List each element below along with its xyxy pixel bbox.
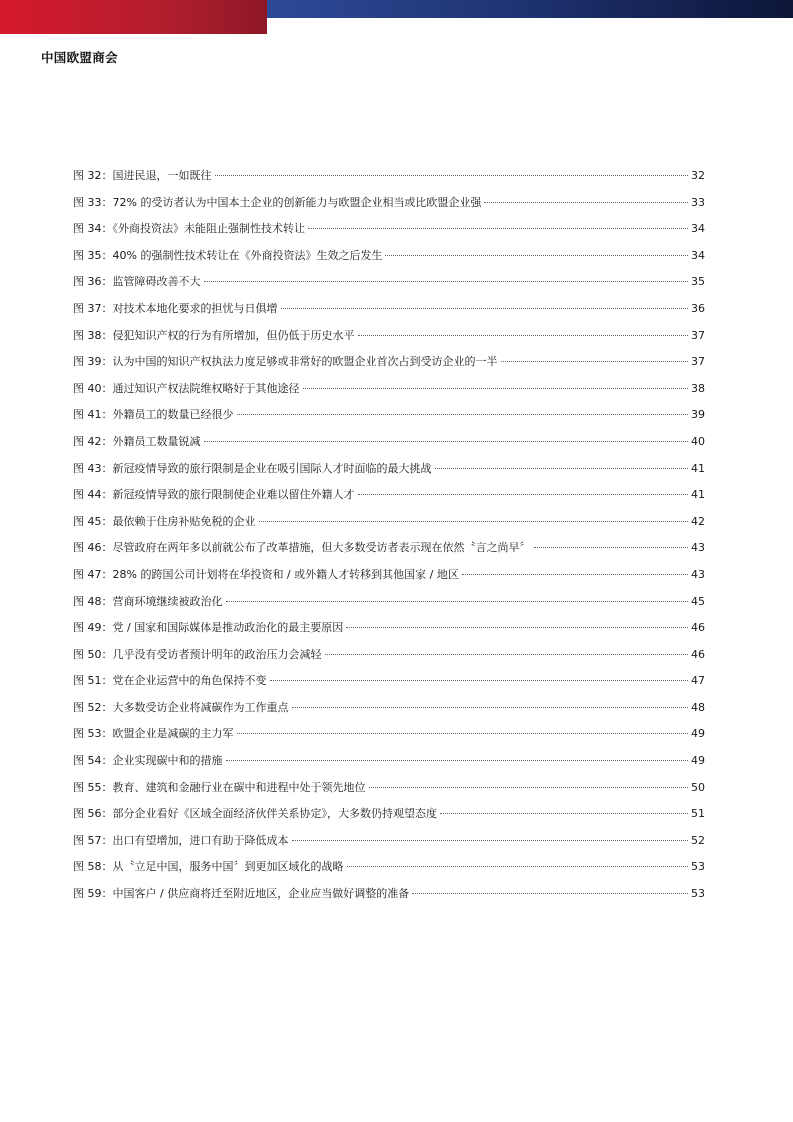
toc-dot-leader (325, 654, 689, 655)
toc-entry-page-number: 41 (691, 488, 705, 502)
toc-entry[interactable] (73, 646, 705, 673)
toc-entry-title: 图 37：对技术本地化要求的担忧与日俱增 (73, 301, 278, 315)
toc-entry-page-number: 53 (691, 887, 705, 901)
toc-entry[interactable] (73, 273, 705, 300)
toc-dot-leader (308, 228, 688, 229)
toc-entry[interactable] (73, 619, 705, 646)
header-red-band (0, 0, 267, 34)
toc-dot-leader (270, 680, 689, 681)
toc-dot-leader (204, 281, 689, 282)
toc-dot-leader (385, 255, 688, 256)
toc-dot-leader (226, 760, 689, 761)
toc-entry-page-number: 49 (691, 754, 705, 768)
toc-dot-leader (292, 840, 689, 841)
toc-entry-title: 图 45：最依赖于住房补贴免税的企业 (73, 514, 256, 528)
toc-entry-page-number: 37 (691, 355, 705, 369)
toc-dot-leader (215, 175, 689, 176)
toc-entry-title: 图 49：党 / 国家和国际媒体是推动政治化的最主要原因 (73, 621, 344, 635)
toc-dot-leader (484, 202, 688, 203)
toc-entry-title: 图 32：国进民退，一如既往 (73, 169, 212, 182)
toc-entry[interactable] (73, 380, 705, 407)
toc-dot-leader (358, 335, 689, 336)
toc-entry-title: 图 41：外籍员工的数量已经很少 (73, 408, 234, 422)
toc-entry[interactable] (73, 832, 705, 859)
toc-entry-page-number: 36 (691, 301, 705, 315)
toc-dot-leader (226, 601, 689, 602)
toc-entry[interactable] (73, 300, 705, 327)
figure-list (73, 167, 705, 912)
toc-entry-page-number: 34 (691, 222, 705, 236)
toc-dot-leader (204, 441, 689, 442)
toc-entry-page-number: 46 (691, 621, 705, 635)
toc-dot-leader (534, 547, 689, 548)
toc-entry-title: 图 34：《外商投资法》未能阻止强制性技术转让 (73, 222, 305, 236)
toc-entry[interactable] (73, 593, 705, 620)
toc-entry-page-number: 40 (691, 434, 705, 448)
toc-entry-title: 图 39：认为中国的知识产权执法力度足够或非常好的欧盟企业首次占到受访企业的一半 (73, 355, 498, 369)
toc-dot-leader (303, 388, 689, 389)
toc-entry-title: 图 33：72% 的受访者认为中国本土企业的创新能力与欧盟企业相当或比欧盟企业强 (73, 195, 482, 209)
toc-entry-title: 图 59：中国客户 / 供应商将迁至附近地区，企业应当做好调整的准备 (73, 887, 410, 901)
toc-entry-page-number: 51 (691, 807, 705, 821)
toc-dot-leader (358, 494, 689, 495)
toc-entry[interactable] (73, 406, 705, 433)
toc-entry-title: 图 54：企业实现碳中和的措施 (73, 754, 223, 768)
toc-entry-page-number: 34 (691, 248, 705, 262)
toc-entry-title: 图 43：新冠疫情导致的旅行限制是企业在吸引国际人才时面临的最大挑战 (73, 461, 432, 475)
header-blue-band (267, 0, 793, 18)
toc-entry-title: 图 35：40% 的强制性技术转让在《外商投资法》生效之后发生 (73, 248, 383, 262)
toc-entry-page-number: 38 (691, 381, 705, 395)
toc-dot-leader (412, 893, 688, 894)
toc-dot-leader (501, 361, 689, 362)
toc-entry-page-number: 43 (691, 567, 705, 581)
toc-entry[interactable] (73, 805, 705, 832)
toc-entry[interactable] (73, 167, 705, 194)
toc-entry-title: 图 58：从〝立足中国，服务中国〞到更加区域化的战略 (73, 860, 344, 874)
toc-entry-title: 图 55：教育、建筑和金融行业在碳中和进程中处于领先地位 (73, 780, 366, 794)
toc-entry-page-number: 53 (691, 860, 705, 874)
toc-entry-page-number: 35 (691, 275, 705, 289)
toc-entry-title: 图 36：监管障碍改善不大 (73, 275, 201, 289)
toc-entry-page-number: 48 (691, 700, 705, 714)
toc-entry[interactable] (73, 247, 705, 274)
toc-entry-page-number: 41 (691, 461, 705, 475)
toc-entry[interactable] (73, 460, 705, 487)
toc-dot-leader (369, 787, 689, 788)
toc-entry[interactable] (73, 513, 705, 540)
toc-entry[interactable] (73, 327, 705, 354)
toc-entry-title: 图 38：侵犯知识产权的行为有所增加，但仍低于历史水平 (73, 328, 355, 342)
toc-entry[interactable] (73, 433, 705, 460)
toc-entry[interactable] (73, 858, 705, 885)
toc-entry-title: 图 52：大多数受访企业将减碳作为工作重点 (73, 700, 289, 714)
toc-entry[interactable] (73, 194, 705, 221)
toc-entry-page-number: 39 (691, 408, 705, 422)
toc-entry[interactable] (73, 779, 705, 806)
toc-entry-title: 图 56：部分企业看好《区域全面经济伙伴关系协定》，大多数仍持观望态度 (73, 807, 437, 821)
toc-entry-page-number: 43 (691, 541, 705, 555)
toc-entry[interactable] (73, 353, 705, 380)
toc-entry-title: 图 48：营商环境继续被政治化 (73, 594, 223, 608)
toc-entry-title: 图 44：新冠疫情导致的旅行限制使企业难以留住外籍人才 (73, 488, 355, 502)
toc-dot-leader (435, 468, 689, 469)
toc-entry-page-number: 46 (691, 647, 705, 661)
toc-dot-leader (462, 574, 688, 575)
toc-entry[interactable] (73, 672, 705, 699)
toc-dot-leader (347, 866, 689, 867)
toc-entry-title: 图 53：欧盟企业是减碳的主力军 (73, 727, 234, 741)
toc-entry-title: 图 50：几乎没有受访者预计明年的政治压力会减轻 (73, 647, 322, 661)
toc-entry[interactable] (73, 486, 705, 513)
toc-dot-leader (440, 813, 688, 814)
toc-entry-page-number: 33 (691, 195, 705, 209)
toc-entry-page-number: 50 (691, 780, 705, 794)
toc-entry[interactable] (73, 220, 705, 247)
toc-entry-page-number: 37 (691, 328, 705, 342)
toc-entry-title: 图 57：出口有望增加，进口有助于降低成本 (73, 833, 289, 847)
toc-entry-title: 图 51：党在企业运营中的角色保持不变 (73, 674, 267, 688)
toc-entry-title: 图 40：通过知识产权法院维权略好于其他途径 (73, 381, 300, 395)
toc-entry-page-number: 32 (691, 169, 705, 182)
toc-entry[interactable] (73, 539, 705, 566)
toc-dot-leader (346, 627, 688, 628)
toc-entry[interactable] (73, 566, 705, 593)
toc-entry-page-number: 49 (691, 727, 705, 741)
toc-entry-title: 图 47：28% 的跨国公司计划将在华投资和 / 或外籍人才转移到其他国家 / 地区 (73, 567, 459, 581)
toc-entry-title: 图 46：尽管政府在两年多以前就公布了改革措施，但大多数受访者表示现在依然〝言之尚早〞 (73, 541, 531, 555)
toc-entry-title: 图 42：外籍员工数量锐减 (73, 434, 201, 448)
toc-entry[interactable] (73, 885, 705, 912)
toc-entry[interactable] (73, 752, 705, 779)
toc-entry[interactable] (73, 699, 705, 726)
toc-dot-leader (292, 707, 689, 708)
organization-name: 中国欧盟商会 (41, 50, 118, 65)
toc-entry-page-number: 47 (691, 674, 705, 688)
toc-dot-leader (281, 308, 689, 309)
toc-dot-leader (259, 521, 689, 522)
toc-entry[interactable] (73, 725, 705, 752)
toc-entry-page-number: 42 (691, 514, 705, 528)
toc-dot-leader (237, 414, 689, 415)
header-color-band (0, 0, 793, 34)
toc-entry-page-number: 45 (691, 594, 705, 608)
toc-entry-page-number: 52 (691, 833, 705, 847)
toc-dot-leader (237, 733, 689, 734)
